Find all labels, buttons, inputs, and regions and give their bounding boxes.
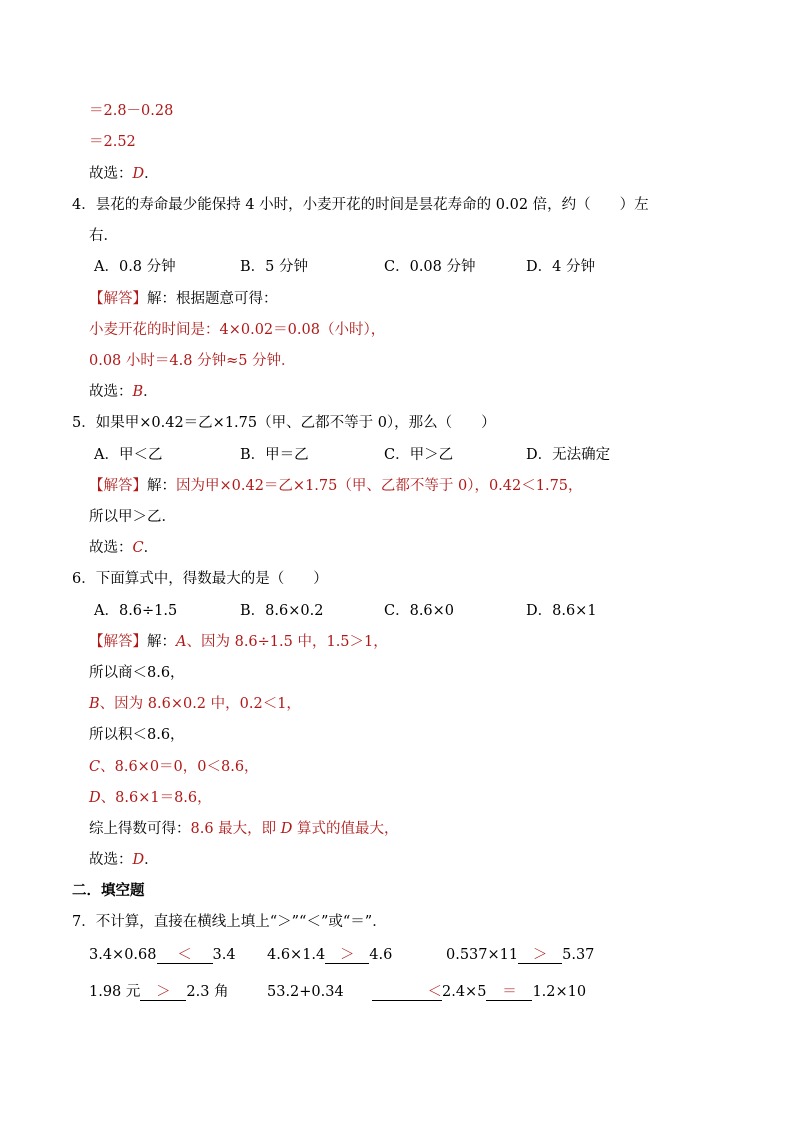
- choose-prefix: 故选：: [89, 540, 133, 556]
- q4-answer-line-3: 0.08 小时＝4.8 分钟≈5 分钟．: [89, 353, 296, 369]
- q6-option-d: D．8.6×1: [526, 603, 597, 619]
- comparison-left: 3.4×0.68: [89, 947, 157, 963]
- question-number: 4．: [72, 197, 96, 213]
- answer-tag: 【解答】: [89, 634, 147, 650]
- comparison-left: 1.98 元: [89, 984, 141, 1000]
- summary-text-1: 8.6 最大，即: [190, 821, 281, 837]
- q5-stem: [72, 414, 496, 432]
- q5-option-c: C．甲＞乙: [384, 447, 454, 463]
- comparison-right: 2.3 角: [186, 984, 229, 1000]
- summary-letter: D: [280, 821, 293, 837]
- question-number: 7．: [72, 914, 96, 930]
- answer-blank: ＞: [325, 947, 369, 964]
- comparison-right: 2.4×5: [442, 984, 487, 1000]
- q5-answer-line-2: 所以甲＞乙．: [89, 509, 176, 525]
- q6-answer-a-conclusion: 所以商＜8.6，: [89, 665, 185, 681]
- choose-suffix: ．: [143, 540, 159, 556]
- q6-answer-b-conclusion: 所以积＜8.6，: [89, 727, 185, 743]
- q4-option-b: B．5 分钟: [240, 259, 308, 275]
- answer-blank: ＞: [518, 947, 562, 964]
- q5-stem-text: 如果甲×0.42＝乙×1.75（甲、乙都不等于 0），那么（ ）: [95, 415, 496, 431]
- answer-tag: 【解答】: [89, 291, 147, 307]
- question-number: 6．: [72, 571, 96, 587]
- answer-tag: 【解答】: [89, 478, 147, 494]
- answer-blank: ＜: [157, 947, 213, 964]
- comparison-right: 5.37: [562, 947, 595, 963]
- q5-option-b: B．甲＝乙: [240, 447, 309, 463]
- q4-choose-line: [89, 383, 158, 401]
- q4-option-c: C．0.08 分钟: [384, 259, 476, 275]
- question-number: 5．: [72, 415, 96, 431]
- q5-answer-intro: [89, 477, 583, 495]
- answer-b-text: 、因为 8.6×0.2 中，0.2＜1，: [99, 696, 301, 712]
- q6-summary: [89, 820, 399, 838]
- q4-option-a: A．0.8 分钟: [94, 259, 176, 275]
- comparison-left: 4.6×1.4: [267, 947, 326, 963]
- summary-text-2: 算式的值最大，: [292, 821, 399, 837]
- answer-blank: ＝: [486, 984, 532, 1001]
- choose-prefix: 故选：: [89, 166, 133, 182]
- q6-choose-line: [89, 851, 159, 869]
- q6-option-c: C．8.6×0: [384, 603, 455, 619]
- summary-lead: 综上得数可得：: [89, 821, 191, 837]
- q6-option-b: B．8.6×0.2: [240, 603, 324, 619]
- answer-c-text: 、8.6×0＝0，0＜8.6，: [100, 759, 259, 775]
- choose-letter: C: [132, 540, 144, 556]
- prev-choose-line: [89, 165, 159, 183]
- q5-option-a: A．甲＜乙: [94, 447, 163, 463]
- option-letter-a: A: [176, 634, 187, 650]
- answer-d-text: 、8.6×1＝8.6，: [100, 790, 212, 806]
- q6-stem: [72, 570, 328, 588]
- q6-option-a: A．8.6÷1.5: [94, 603, 178, 619]
- choose-suffix: ．: [144, 852, 159, 868]
- choose-letter: D: [132, 166, 145, 182]
- q5-option-d: D．无法确定: [526, 447, 611, 463]
- choose-suffix: ．: [143, 384, 158, 400]
- comparison-left: 0.537×11: [446, 947, 519, 963]
- choose-letter: B: [132, 384, 144, 400]
- comparison-right: 3.4: [212, 947, 236, 963]
- answer-intro: 解：: [147, 478, 176, 494]
- section-heading: 二．填空题: [72, 882, 145, 899]
- q7-stem: [72, 913, 387, 931]
- q6-answer-c: [89, 758, 259, 776]
- q7-row2-item1: [89, 983, 229, 1001]
- comparison-right: 1.2×10: [532, 984, 587, 1000]
- q5-choose-line: [89, 539, 158, 557]
- q4-stem: [72, 196, 649, 214]
- choose-suffix: ．: [144, 166, 159, 182]
- q4-answer-line-2: 小麦开花的时间是：4×0.02＝0.08（小时），: [89, 322, 386, 338]
- comparison-left: 53.2+0.34: [267, 984, 344, 1000]
- q4-stem-line-1: 昙花的寿命最少能保持 4 小时，小麦开花的时间是昙花寿命的 0.02 倍，约（ ）左: [95, 197, 649, 213]
- q4-option-d: D．4 分钟: [526, 259, 595, 275]
- q7-row2-item3: [372, 983, 586, 1001]
- q7-stem-text: 不计算，直接在横线上填上“＞”“＜”或“＝”．: [95, 914, 387, 930]
- choose-prefix: 故选：: [89, 852, 133, 868]
- q7-row2-item2: [267, 983, 344, 1001]
- option-letter-b: B: [89, 696, 100, 712]
- q6-stem-text: 下面算式中，得数最大的是（ ）: [95, 571, 328, 587]
- q4-stem-line-2: 右．: [89, 228, 118, 244]
- answer-intro: 解：根据题意可得：: [147, 291, 278, 307]
- q6-answer-b: [89, 695, 301, 713]
- q7-row1-item1: [89, 946, 236, 964]
- q4-answer-intro: [89, 290, 278, 308]
- prev-solution-step-2: ＝2.52: [89, 134, 136, 150]
- answer-reasoning: 因为甲×0.42＝乙×1.75（甲、乙都不等于 0），0.42＜1.75，: [176, 478, 583, 494]
- q6-answer-d: [89, 789, 212, 807]
- q7-row1-item2: [267, 946, 392, 964]
- answer-blank: ＞: [140, 984, 186, 1001]
- answer-intro: 解：: [147, 634, 176, 650]
- prev-solution-step-1: ＝2.8－0.28: [89, 103, 174, 119]
- answer-blank: ＜: [372, 984, 442, 1001]
- comparison-right: 4.6: [369, 947, 393, 963]
- q6-answer-a: [89, 633, 388, 651]
- choose-prefix: 故选：: [89, 384, 133, 400]
- choose-letter: D: [132, 852, 145, 868]
- answer-a-text: 、因为 8.6÷1.5 中，1.5＞1，: [186, 634, 388, 650]
- q7-row1-item3: [446, 946, 594, 964]
- option-letter-d: D: [89, 790, 101, 806]
- option-letter-c: C: [89, 759, 101, 775]
